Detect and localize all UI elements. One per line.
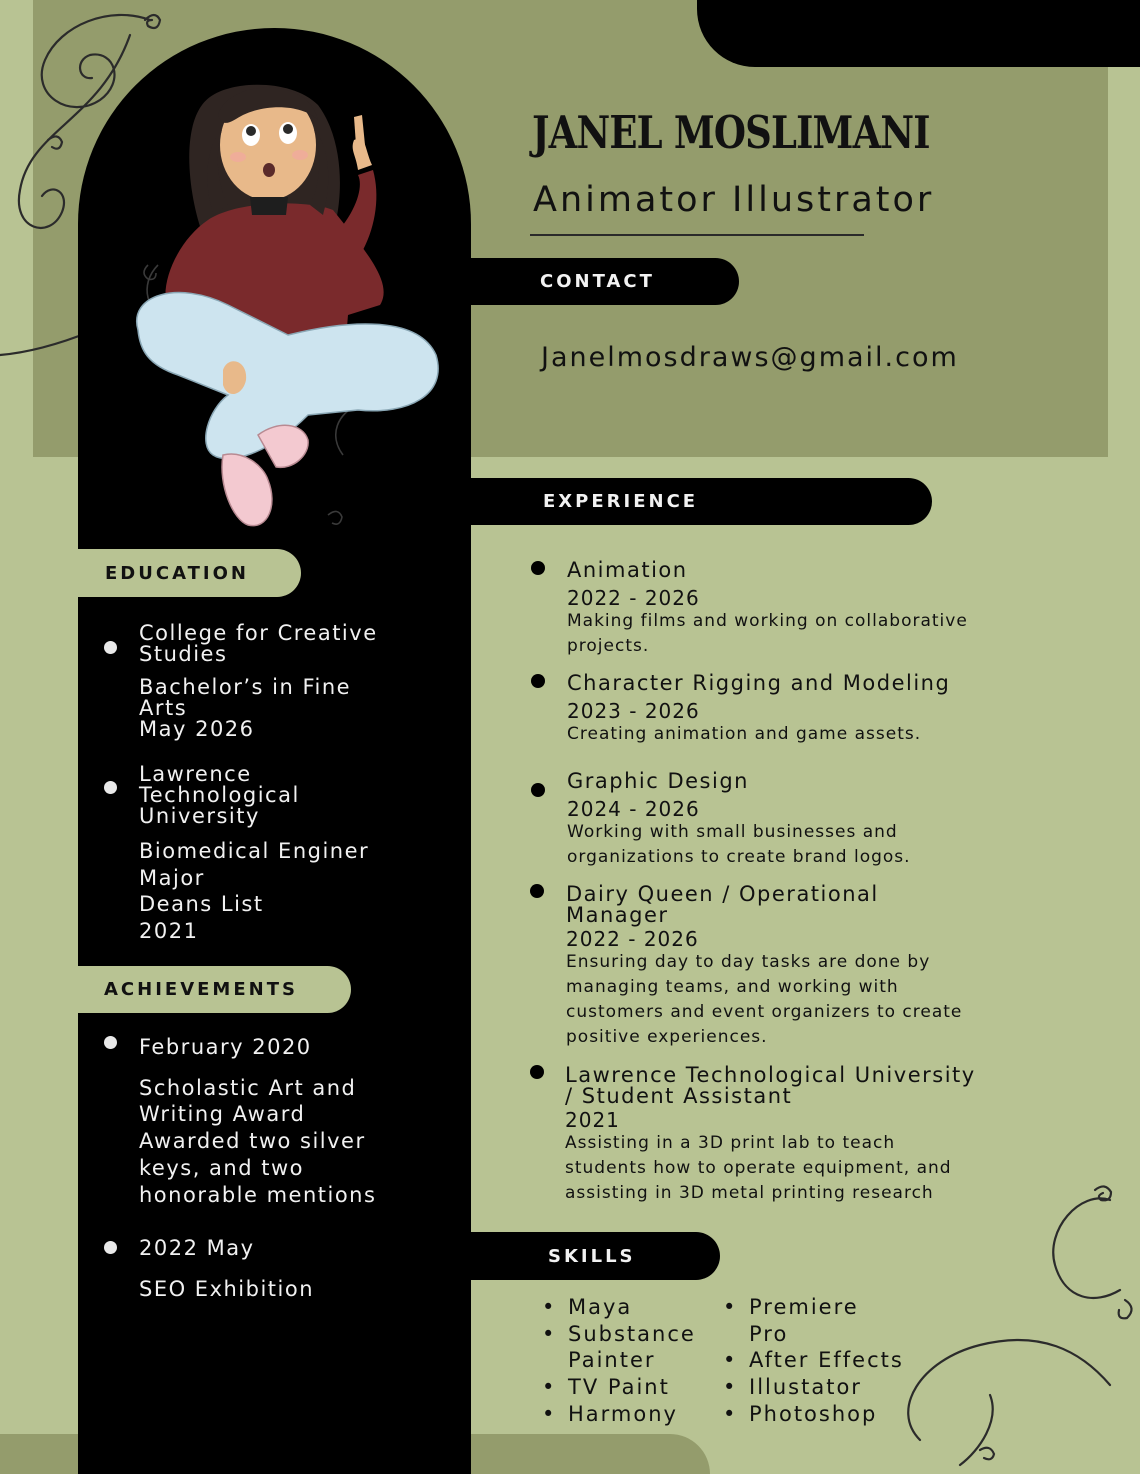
experience-heading-label: EXPERIENCE: [543, 491, 699, 512]
achievement-detail-line: Writing Award: [139, 1102, 306, 1127]
experience-desc-line: assisting in 3D metal printing research: [565, 1183, 934, 1203]
contact-heading-label: CONTACT: [540, 271, 655, 292]
experience-entry-5: [565, 1065, 976, 1206]
edu-school-line: University: [139, 804, 260, 828]
experience-desc-line: Working with small businesses and: [567, 822, 898, 842]
skills-column-1: [542, 1294, 696, 1428]
experience-years: 2023 - 2026: [567, 699, 700, 723]
character-illustration: [118, 75, 448, 550]
experience-desc-line: Ensuring day to day tasks are done by: [566, 952, 931, 972]
experience-desc-line: students how to operate equipment, and: [565, 1158, 952, 1178]
edu-detail-line: Major: [139, 865, 205, 890]
achievement-detail-line: keys, and two: [139, 1155, 304, 1180]
skill-item: [542, 1374, 696, 1401]
resume-name: JANEL MOSLIMANI: [532, 106, 930, 159]
achievement-entry-1: [139, 1034, 376, 1208]
edu-detail-line: Biomedical Enginer: [139, 839, 370, 863]
bullet-icon: [104, 1241, 117, 1254]
education-heading: [78, 549, 301, 597]
experience-title: Animation: [567, 558, 688, 582]
bullet-icon: [530, 1065, 544, 1079]
education-heading-label: EDUCATION: [105, 562, 249, 584]
edu-school-line: Technological: [139, 783, 300, 807]
experience-title: Graphic Design: [567, 769, 749, 793]
experience-title: Lawrence Technological University: [565, 1063, 976, 1087]
contact-email[interactable]: Janelmosdraws@gmail.com: [541, 342, 959, 373]
experience-desc-line: managing teams, and working with: [566, 977, 899, 997]
experience-entry-3: [567, 771, 911, 870]
skill-label: Illustator: [749, 1375, 862, 1400]
achievement-entry-2: [139, 1235, 314, 1302]
achievement-detail-line: SEO Exhibition: [139, 1276, 315, 1301]
skill-item: [542, 1401, 696, 1428]
skill-label: TV Paint: [568, 1375, 670, 1400]
edu-detail-line: Arts: [139, 696, 188, 720]
skill-label: After Effects: [749, 1348, 904, 1373]
skill-item: [723, 1347, 904, 1374]
bullet-icon: [531, 783, 545, 797]
experience-entry-2: [567, 673, 950, 747]
experience-title: Dairy Queen / Operational: [566, 882, 879, 906]
achievement-date: 2022 May: [139, 1236, 255, 1260]
swirl-decoration-bottom-right: [880, 1180, 1140, 1474]
skill-item: [723, 1401, 904, 1428]
skill-item: [723, 1374, 904, 1401]
skill-label: • Premiere: [749, 1295, 859, 1319]
experience-years: 2024 - 2026: [567, 797, 700, 821]
edu-detail-line: Bachelor’s in Fine: [139, 675, 352, 699]
experience-title: Manager: [566, 903, 669, 927]
skill-label: Maya: [568, 1295, 633, 1319]
achievement-detail-line: Awarded two silver: [139, 1129, 366, 1154]
top-decor-tab: [697, 0, 1140, 67]
contact-heading: [471, 258, 739, 305]
skills-column-2: [723, 1294, 904, 1428]
achievements-heading-label: ACHIEVEMENTS: [104, 979, 298, 1000]
job-title: Animator Illustrator: [533, 180, 935, 220]
experience-years: 2022 - 2026: [566, 927, 699, 951]
experience-entry-4: [566, 884, 962, 1050]
achievements-heading: [78, 966, 351, 1013]
skill-label: Harmony: [568, 1401, 678, 1426]
bullet-icon: [104, 641, 117, 654]
experience-desc-line: organizations to create brand logos.: [567, 847, 911, 867]
education-entry-2-details: [139, 838, 369, 944]
skill-label: Painter: [568, 1348, 656, 1373]
edu-school-line: Studies: [139, 642, 228, 666]
edu-detail-line: 2021: [139, 918, 199, 943]
edu-school-line: College for Creative: [139, 621, 378, 645]
edu-detail-line: Deans List: [139, 892, 264, 916]
bullet-icon: [530, 884, 544, 898]
experience-title: / Student Assistant: [565, 1084, 793, 1108]
experience-heading: [471, 478, 932, 525]
skill-item: [723, 1294, 904, 1347]
bullet-icon: [531, 561, 545, 575]
achievement-date: February 2020: [139, 1035, 312, 1059]
skills-heading: [471, 1232, 720, 1280]
bullet-icon: [531, 674, 545, 688]
experience-title: Character Rigging and Modeling: [567, 671, 951, 695]
skill-label: Photoshop: [749, 1401, 878, 1426]
achievement-detail-line: Scholastic Art and: [139, 1075, 357, 1100]
experience-desc-line: projects.: [567, 636, 650, 656]
skill-label: Pro: [749, 1321, 789, 1346]
education-entry-2: [139, 764, 300, 827]
bullet-icon: [104, 1036, 117, 1049]
experience-desc-line: Creating animation and game assets.: [567, 724, 922, 744]
achievement-detail-line: honorable mentions: [139, 1182, 377, 1207]
experience-years: 2021: [565, 1108, 620, 1132]
skills-heading-label: SKILLS: [548, 1245, 636, 1267]
experience-desc-line: positive experiences.: [566, 1027, 768, 1047]
bullet-icon: [104, 781, 117, 794]
header-divider: [530, 234, 864, 236]
edu-detail-line: May 2026: [139, 717, 255, 741]
edu-school-line: Lawrence: [139, 762, 252, 786]
skill-item: [542, 1294, 696, 1321]
experience-desc-line: customers and event organizers to create: [566, 1002, 963, 1022]
skill-label: • Substance: [568, 1321, 696, 1346]
experience-entry-1: [567, 560, 968, 659]
experience-desc-line: Making films and working on collaborative: [567, 611, 968, 631]
skill-item: [542, 1321, 696, 1374]
experience-years: 2022 - 2026: [567, 586, 700, 610]
education-entry-1: [139, 623, 378, 740]
experience-desc-line: Assisting in a 3D print lab to teach: [565, 1133, 896, 1153]
